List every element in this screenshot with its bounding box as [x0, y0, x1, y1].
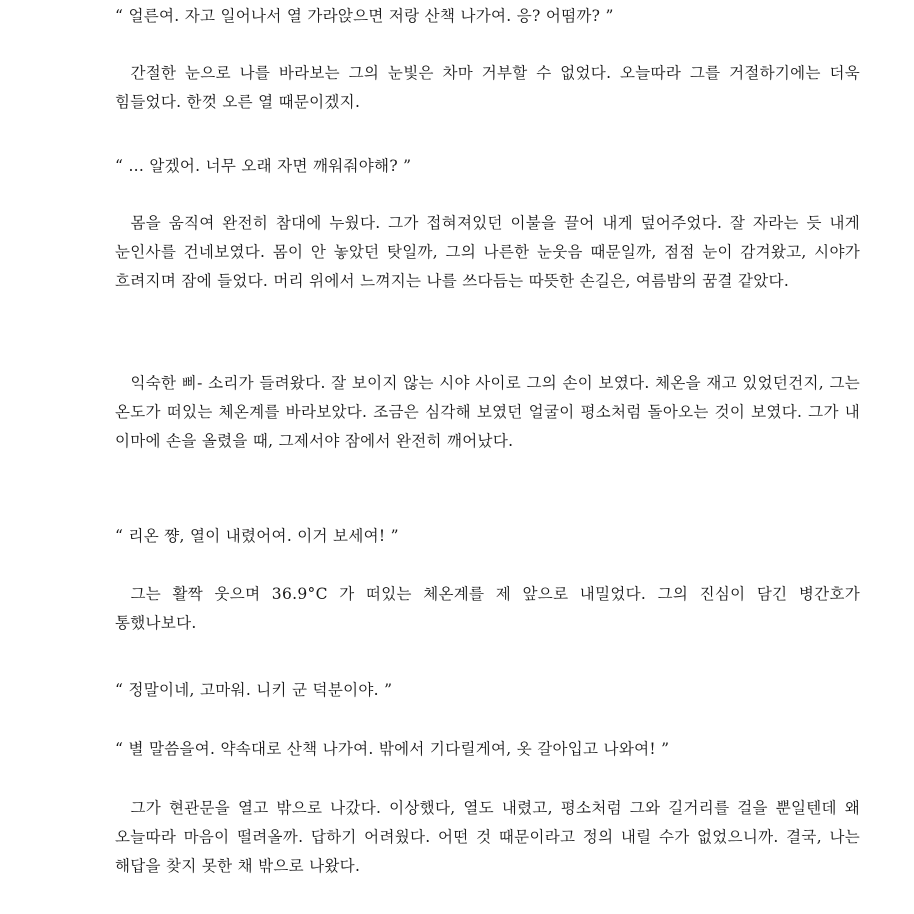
narration-paragraph: 그는 활짝 웃으며 36.9°C 가 떠있는 체온계를 제 앞으로 내밀었다. 그의 진심이 담긴 병간호가 통했나보다. [115, 585, 860, 632]
dialogue-paragraph: “ 얼른여. 자고 일어나서 열 가라앉으면 저랑 산책 나가여. 응? 어떰까? ” [115, 7, 614, 25]
dialogue-paragraph: “ ... 알겠어. 너무 오래 자면 깨워줘야해? ” [115, 157, 412, 175]
narration-paragraph: 익숙한 삐- 소리가 들려왔다. 잘 보이지 않는 시야 사이로 그의 손이 보였다. 체온을 재고 있었던건지, 그는 온도가 떠있는 체온계를 바라보았다. 조금은 심각해 보였던 얼굴이 평소처럼 돌아오는 것이 보였다. 그가 내 이마에 손을 올렸을 때, 그제서야 잠에서 완전히 깨어났다. [115, 374, 860, 450]
dialogue-paragraph: “ 정말이네, 고마워. 니키 군 덕분이야. ” [115, 681, 393, 699]
narration-paragraph: 간절한 눈으로 나를 바라보는 그의 눈빛은 차마 거부할 수 없었다. 오늘따라 그를 거절하기에는 더욱 힘들었다. 한껏 오른 열 때문이겠지. [115, 64, 860, 111]
dialogue-paragraph: “ 별 말씀을여. 약속대로 산책 나가여. 밖에서 기다릴게여, 옷 갈아입고 나와여! ” [115, 740, 670, 758]
narration-paragraph: 몸을 움직여 완전히 참대에 누웠다. 그가 접혀져있던 이불을 끌어 내게 덮어주었다. 잘 자라는 듯 내게 눈인사를 건네보였다. 몸이 안 놓았던 탓일까, 그의 나른한 눈웃음 때문일까, 점점 눈이 감겨왔고, 시야가 흐려지며 잠에 들었다. 머리 위에서 느껴지는 나를 쓰다듬는 따뜻한 손길은, 여름밤의 꿈결 같았다. [115, 214, 860, 290]
dialogue-paragraph: “ 리온 쨩, 열이 내렸어여. 이거 보세여! ” [115, 527, 399, 545]
narration-paragraph: 그가 현관문을 열고 밖으로 나갔다. 이상했다, 열도 내렸고, 평소처럼 그와 길거리를 걸을 뿐일텐데 왜 오늘따라 마음이 떨려올까. 답하기 어려웠다. 어떤 것 때문이라고 정의 내릴 수가 없었으니까. 결국, 나는 해답을 찾지 못한 채 밖으로 나왔다. [115, 799, 860, 875]
